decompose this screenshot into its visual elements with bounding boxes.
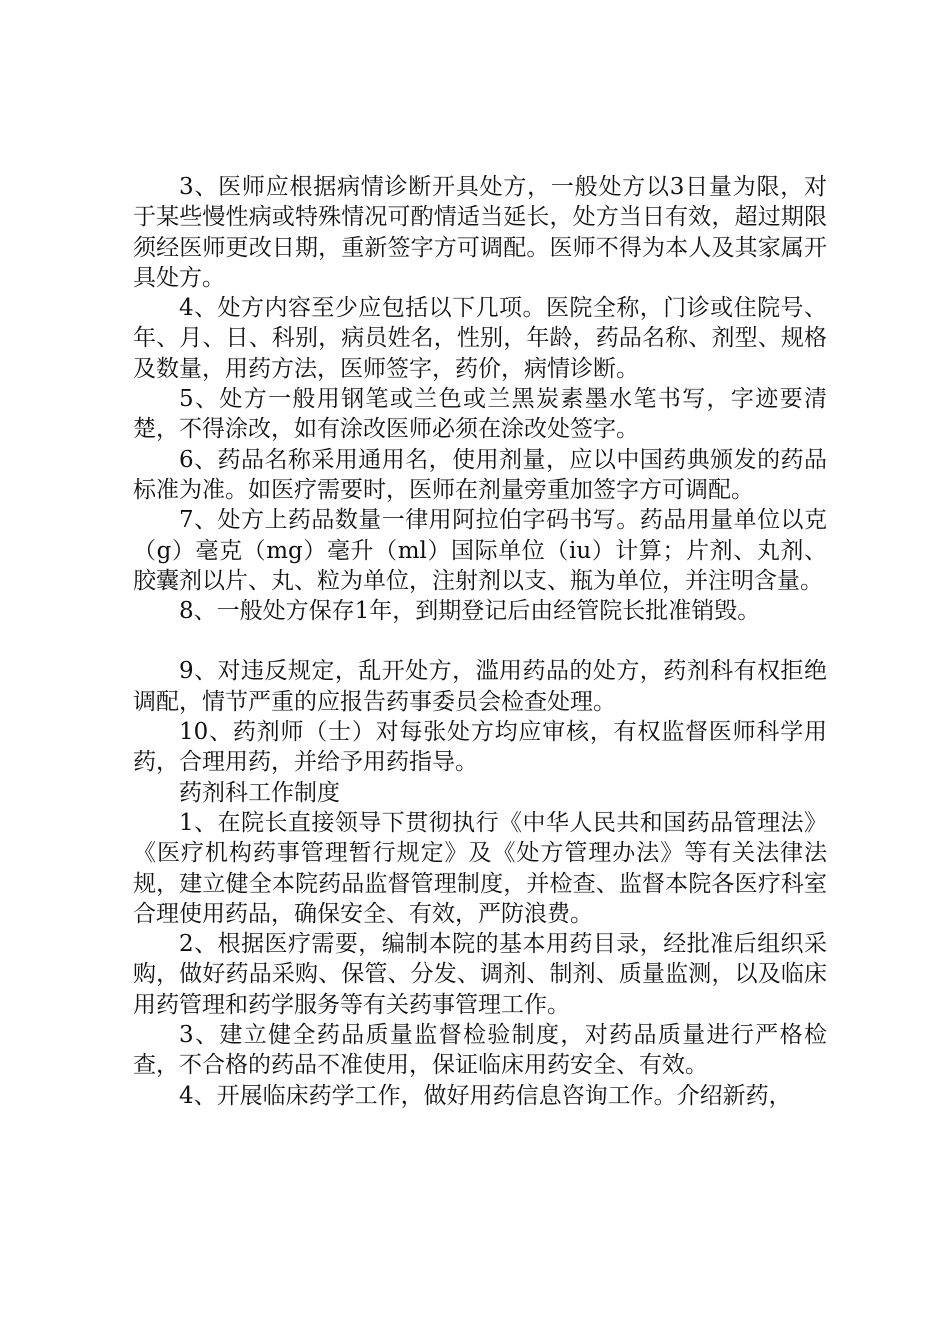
paragraph-pharmacist-review: 10、药剂师（士）对每张处方均应审核，有权监督医师科学用药，合理用药，并给予用药指导。: [133, 719, 827, 776]
paragraph-violations: 9、对违反规定，乱开处方，滥用药品的处方，药剂科有权拒绝调配，情节严重的应报告药事委员会检查处理。: [133, 658, 827, 715]
paragraph-drug-name: 6、药品名称采用通用名，使用剂量，应以中国药典颁发的药品标准为准。如医疗需要时，医师在剂量旁重加签字方可调配。: [133, 446, 827, 503]
paragraph-rx-content: 4、处方内容至少应包括以下几项。医院全称，门诊或住院号、年、月、日、科别，病员姓名，性别，年龄，药品名称、剂型、规格及数量，用药方法，医师签字，药价，病情诊断。: [133, 295, 827, 382]
paragraph-quality-control: 3、建立健全药品质量监督检验制度，对药品质量进行严格检查，不合格的药品不准使用，保证临床用药安全、有效。: [133, 1022, 827, 1079]
paragraph-procurement: 2、根据医疗需要，编制本院的基本用药目录，经批准后组织采购，做好药品采购、保管、分发、调剂、制剂、质量监测，以及临床用药管理和药学服务等有关药事管理工作。: [133, 931, 827, 1018]
paragraph-clinical-pharmacy: 4、开展临床药学工作，做好用药信息咨询工作。介绍新药，: [179, 1082, 792, 1109]
section-heading: 药剂科工作制度: [179, 779, 340, 806]
paragraph-drug-quantity: 7、处方上药品数量一律用阿拉伯字码书写。药品用量单位以克（g）毫克（mg）毫升（ml）国际单位（iu）计算；片剂、丸剂、胶囊剂以片、丸、粒为单位，注射剂以支、瓶为单位，并注明含量。: [133, 507, 827, 594]
paragraph-gap: [133, 626, 827, 656]
paragraph-rx-duration: 3、医师应根据病情诊断开具处方，一般处方以3日量为限，对于某些慢性病或特殊情况可酌情适当延长，处方当日有效，超过期限须经医师更改日期，重新签字方可调配。医师不得为本人及其家属开具处方。: [133, 174, 827, 291]
document-body: [133, 172, 827, 1111]
paragraph-rx-storage: 8、一般处方保存1年，到期登记后由经管院长批准销毁。: [179, 598, 761, 625]
paragraph-rx-writing: 5、处方一般用钢笔或兰色或兰黑炭素墨水笔书写，字迹要清楚，不得涂改，如有涂改医师必须在涂改处签字。: [133, 386, 827, 443]
paragraph-leadership: 1、在院长直接领导下贯彻执行《中华人民共和国药品管理法》《医疗机构药事管理暂行规定》及《处方管理办法》等有关法律法规，建立健全本院药品监督管理制度，并检查、监督本院各医疗科室合理使用药品，确保安全、有效，严防浪费。: [133, 809, 827, 927]
